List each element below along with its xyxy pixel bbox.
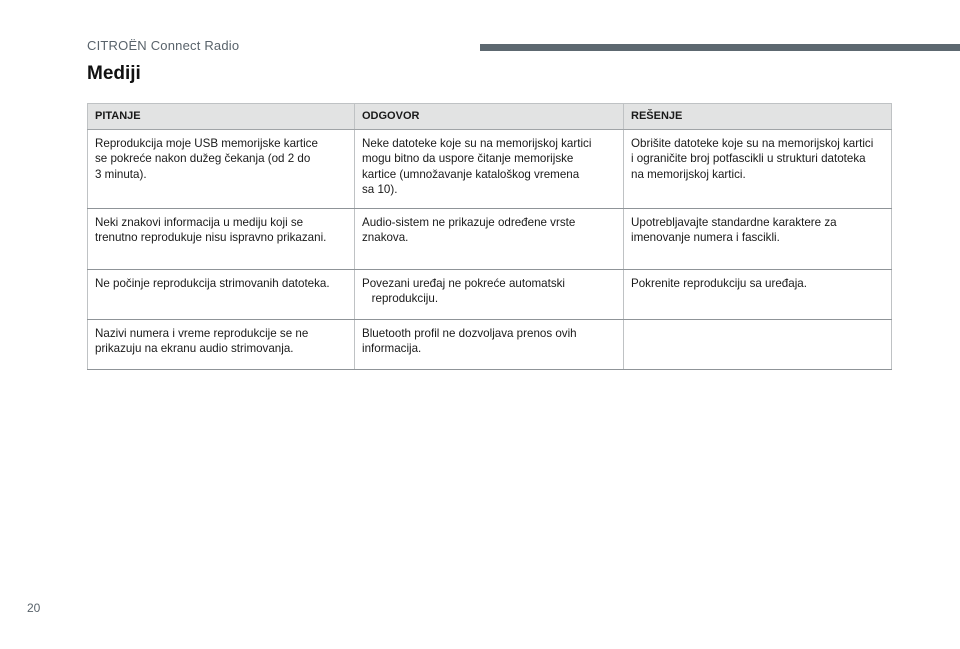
header-bar xyxy=(480,44,960,51)
table-row xyxy=(88,270,892,320)
page-number: 20 xyxy=(27,601,41,615)
solution-cell: Pokrenite reprodukciju sa uređaja. xyxy=(624,270,892,320)
table-row xyxy=(88,130,892,209)
table-row xyxy=(88,209,892,270)
question-cell: Neki znakovi informacija u mediju koji se trenutno reprodukuje nisu ispravno prikazani. xyxy=(88,209,355,270)
question-cell: Reprodukcija moje USB memorijske kartice se pokreće nakon dužeg čekanja (od 2 do 3 minuta). xyxy=(88,130,355,209)
column-header-answer: ODGOVOR xyxy=(355,104,624,130)
solution-cell: Obrišite datoteke koje su na memorijskoj kartici i ograničite broj potfascikli u strukturi datoteka na memorijskoj kartici. xyxy=(624,130,892,209)
solution-cell xyxy=(624,320,892,370)
table-row xyxy=(88,320,892,370)
solution-cell: Upotrebljavajte standardne karaktere za imenovanje numera i fascikli. xyxy=(624,209,892,270)
table-header-row xyxy=(88,104,892,130)
answer-cell: Neke datoteke koje su na memorijskoj kartici mogu bitno da uspore čitanje memorijske kartice (umnožavanje kataloškog vremena sa 10). xyxy=(355,130,624,209)
question-cell: Nazivi numera i vreme reprodukcije se ne prikazuju na ekranu audio strimovanja. xyxy=(88,320,355,370)
answer-cell: Povezani uređaj ne pokreće automatski reprodukciju. xyxy=(355,270,624,320)
answer-cell: Bluetooth profil ne dozvoljava prenos ovih informacija. xyxy=(355,320,624,370)
faq-table xyxy=(87,103,892,370)
column-header-question: PITANJE xyxy=(88,104,355,130)
page-title: Mediji xyxy=(87,63,141,84)
header-brand: CITROËN Connect Radio xyxy=(87,38,240,53)
question-cell: Ne počinje reprodukcija strimovanih datoteka. xyxy=(88,270,355,320)
column-header-solution: REŠENJE xyxy=(624,104,892,130)
answer-cell: Audio-sistem ne prikazuje određene vrste znakova. xyxy=(355,209,624,270)
